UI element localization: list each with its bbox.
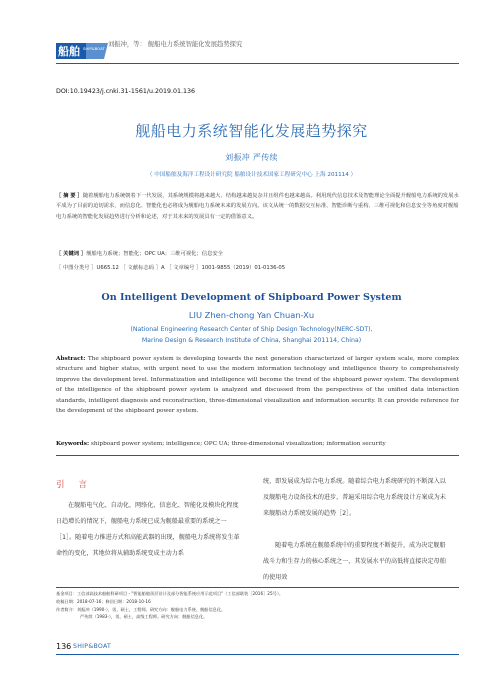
authors-english: LIU Zhen-chong Yan Chuan-Xu	[188, 310, 315, 320]
abstract-english	[56, 354, 459, 416]
header-rule	[56, 63, 459, 64]
title-english: On Intelligent Development of Shipboard Power System	[101, 292, 402, 303]
keywords-cn-text: 舰船电力系统；智能化；OPC UA；三维可视化；信息安全	[86, 251, 223, 257]
abstract-en-text: The shipboard power system is developing towards the next generation characterized of larger system scale, more complex structure and higher status, with urgent need to use the modern information technology and intelligence theory to comprehensively improve the development level. Informatization and intelligence will become the trend of the shipboard power system. The development of the intelligence of the shipboard power system is analyzed and discussed from the perspectives of the unified data interaction standards, intelligent diagnosis and reconstruction, three-dimensional visualization and information security. It can provide reference for the development of the shipboard power system.	[56, 356, 459, 415]
section-divider	[56, 455, 459, 456]
authors-chinese: 刘振冲 严传续	[225, 153, 278, 162]
body-column-right-paragraph-1: 统，即发展成为综合电力系统。随着综合电力系统研究的不断深入以及舰船电力设备技术的进步，普遍采用综合电力系统设计方案成为未来舰船动力系统发展的趋势［2］。	[263, 478, 446, 518]
keywords-en-label: Keywords:	[56, 441, 90, 447]
keywords-cn-label: ［ 关键词 ］	[56, 251, 87, 257]
footer-rule	[56, 654, 459, 655]
journal-name-footer: SHIP&BOAT	[73, 643, 112, 650]
body-column-right-paragraph-2: 随着电力系统在舰船系统中的重要程度不断提升，成为决定舰船战斗力和生存力的核心系统之一，其发展水平的高低将直接决定母舶的使用效	[263, 542, 446, 582]
doi: DOI:10.19423/j.cnki.31-1561/u.2019.01.136	[56, 88, 196, 95]
footnote-dates: 收稿日期：2018-07-16；修回日期：2018-10-16	[56, 598, 151, 604]
footnote-author-2: 严传续（1983-），男，硕士，高级工程师。研究方向：舰船信息化。	[80, 614, 208, 620]
keywords-english	[56, 441, 459, 447]
footnote-rule	[56, 587, 459, 588]
affiliation-chinese: （ 中国船舶及海洋工程设计研究院 船舶设计技术国家工程研究中心 上海 201114 ）	[146, 172, 357, 178]
classification-chinese: ［ 中图分类号 ］U665.12 ［ 文献标志码 ］A ［ 文章编号 ］1001-9855（2019）01-0136-05	[56, 265, 286, 271]
affiliation-english	[0, 325, 503, 346]
logo-subtext: SHIP&BOAT	[83, 46, 105, 51]
body-column-left: 在舰船电气化、自动化、网络化、信息化、智能化及模块化程度日趋增长的情况下，舰船电力系统已成为舰船最重要的系统之一［1］。随着电力推进方式和高能武器的出现，舰船电力系统将发生革命性的变化，其地位将从辅助系统变成主动力系	[56, 502, 240, 558]
footnote-author-1: 作者简介：刘振冲（1990-），男，硕士，工程师。研究方向：舰船电力系统、舰船信息化。	[56, 606, 226, 612]
abstract-en-label: Abstract:	[56, 356, 86, 362]
running-title: 刘振冲，等： 舰船电力系统智能化发展趋势探究	[108, 41, 243, 48]
footnote-funding: 基金项目：工信部高技术船舶科研项目 - "智能船舶顶层设计及部分智能系统应用示范项目"（工信部联装［2016］25号）。	[56, 591, 284, 596]
abstract-cn-text: 随着舰船电力系统朝着下一代发展，其系统规模将越来越大、结构越来越复杂并且组件也越来越高。利用现代信息技术及智能理论全面提升舰船电力系统的发展水平成为了目前的迫切需求，而信息化、智能化也必将成为舰船电力系统未来的发展方向。该文从统一的数据交互标准、智能诊断与重构、三维可视化和信息安全等角度对舰船电力系统的智能化发展趋势进行分析和论述，对于其未来的发展具有一定的借鉴意义。	[56, 193, 459, 220]
title-chinese: 舰船电力系统智能化发展趋势探究	[135, 122, 368, 140]
keywords-chinese	[56, 249, 459, 257]
footnotes	[56, 590, 459, 621]
logo-text: 船舶	[58, 45, 80, 58]
abstract-chinese	[56, 191, 459, 222]
keywords-en-text: shipboard power system; intelligence; OPC UA; three-dimensional visualization; information security	[89, 441, 386, 447]
page-number: 136	[56, 642, 72, 651]
affiliation-en-line-2: Marine Design & Research Institute of China, Shanghai 201114, China)	[141, 336, 362, 344]
affiliation-en-line-1: (National Engineering Research Center of Ship Design Technology(NERC-SDT),	[130, 326, 373, 333]
section-heading-introduction: 引言	[56, 480, 102, 490]
abstract-cn-label: ［ 摘 要 ］	[56, 193, 83, 199]
